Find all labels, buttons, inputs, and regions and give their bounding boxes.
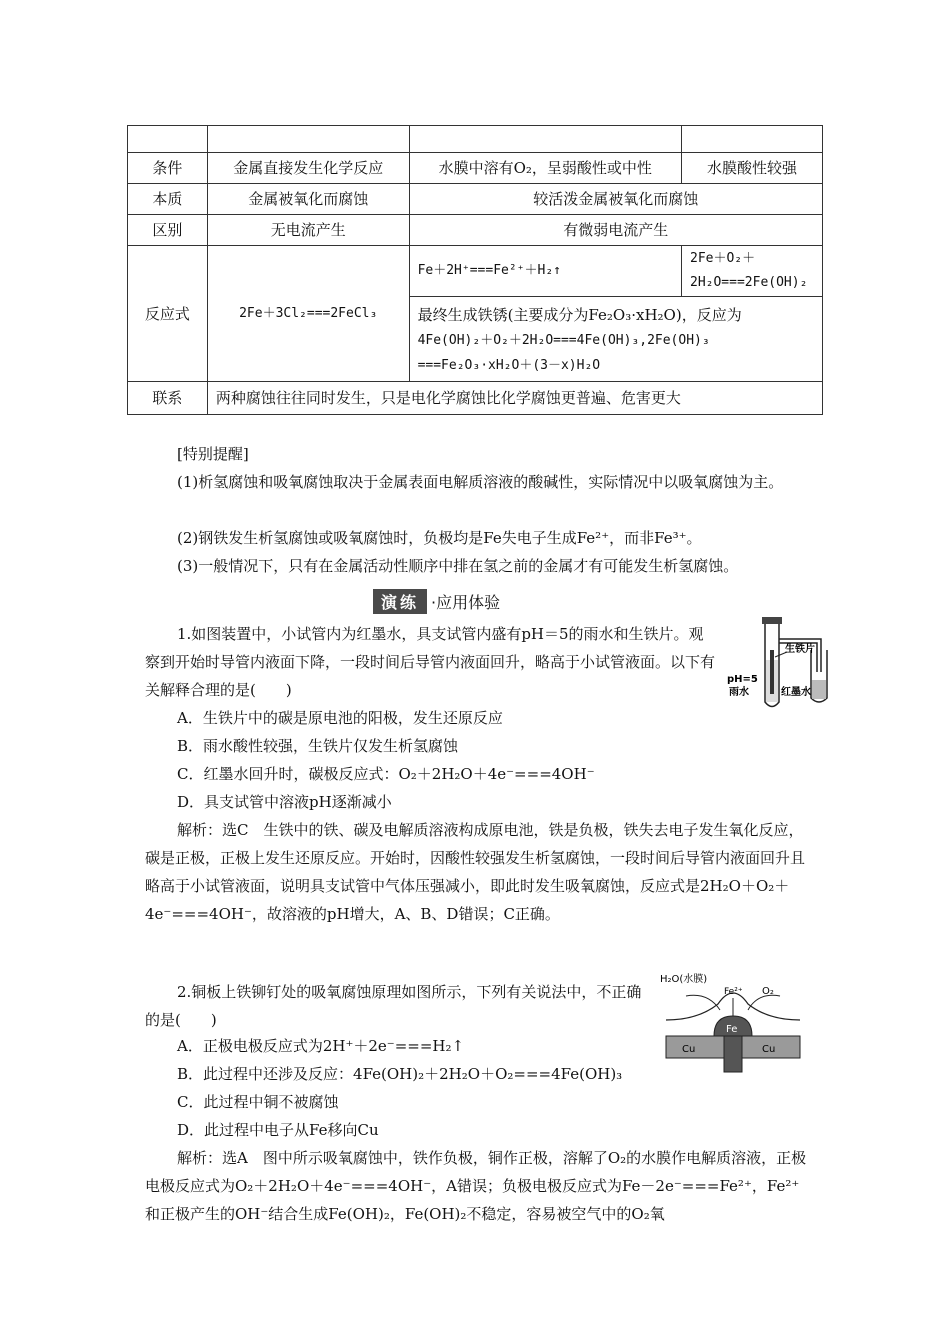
table-row	[128, 215, 823, 246]
table-header-cell	[682, 126, 823, 153]
cell: 无电流产生	[207, 215, 409, 246]
q2-stem: 2.铜板上铁铆钉处的吸氧腐蚀原理如图所示，下列有关说法中，不正确的是( )	[145, 983, 642, 1029]
table-row	[128, 153, 823, 184]
test-tube-apparatus-figure	[725, 612, 840, 712]
cell: 金属直接发生化学反应	[207, 153, 409, 184]
table-row	[128, 184, 823, 215]
note-item: (1)析氢腐蚀和吸氧腐蚀取决于金属表面电解质溶液的酸碱性，实际情况中以吸氧腐蚀为主。	[177, 473, 784, 491]
q1-stem: 1.如图装置中，小试管内为红墨水，具支试管内盛有pH＝5的雨水和生铁片。观察到开始时导管内液面下降，一段时间后导管内液面回升，略高于小试管液面。以下有关解释合理的是( )	[145, 625, 716, 699]
cell-chem-reaction: 2Fe＋3Cl₂===2FeCl₃	[207, 246, 409, 382]
q1-option-a: A．生铁片中的碳是原电池的阳极，发生还原反应	[177, 709, 503, 727]
q2-option-a: A．正极电极反应式为2H⁺＋2e⁻===H₂↑	[177, 1037, 465, 1055]
label-fe: Fe	[726, 1024, 738, 1035]
row-label-difference: 区别	[128, 215, 208, 246]
q2-option-c: C．此过程中铜不被腐蚀	[177, 1093, 339, 1111]
rust-line: 4Fe(OH)₂＋O₂＋2H₂O===4Fe(OH)₃,2Fe(OH)₃	[417, 332, 710, 348]
o-absorb-line: 2H₂O===2Fe(OH)₂	[690, 275, 808, 290]
rust-line: ===Fe₂O₃·xH₂O＋(3－x)H₂O	[417, 357, 601, 373]
rust-line: 最终生成铁锈(主要成分为Fe₂O₃·xH₂O)，反应为	[417, 305, 742, 324]
cell-link: 两种腐蚀往往同时发生，只是电化学腐蚀比化学腐蚀更普遍、危害更大	[207, 382, 822, 415]
row-label-condition: 条件	[128, 153, 208, 184]
label-water-film: H₂O(水膜)	[660, 974, 708, 985]
practice-banner	[373, 588, 500, 614]
o-absorb-line: 2Fe＋O₂＋	[690, 251, 756, 266]
row-label-essence: 本质	[128, 184, 208, 215]
table-header-cell	[128, 126, 208, 153]
q1-option-d: D．具支试管中溶液pH逐渐减小	[177, 793, 392, 811]
table-row	[128, 382, 823, 415]
cell: 金属被氧化而腐蚀	[207, 184, 409, 215]
q1-option-b: B．雨水酸性较强，生铁片仅发生析氢腐蚀	[177, 737, 459, 755]
row-label-reaction: 反应式	[128, 246, 208, 382]
q2-analysis: 解析：选A 图中所示吸氧腐蚀中，铁作负极，铜作正极，溶解了O₂的水膜作电解质溶液，正极电极反应式为O₂＋2H₂O＋4e⁻===4OH⁻，A错误；负极电极反应式为Fe－2e⁻===Fe²⁺，Fe²⁺和正极产生的OH⁻结合生成Fe(OH)₂，Fe(OH)₂不稳定，容易被空气中的O₂氧	[145, 1149, 807, 1223]
banner-text: ·应用体验	[431, 592, 501, 612]
q2-option-b: B．此过程中还涉及反应：4Fe(OH)₂＋2H₂O＋O₂===4Fe(OH)₃	[177, 1065, 623, 1083]
rivet-corrosion-figure	[658, 972, 808, 1082]
corrosion-comparison-table	[127, 125, 823, 415]
label-o2: O₂	[762, 986, 774, 997]
label-ph: pH=5	[727, 674, 758, 685]
note-item: (3)一般情况下，只有在金属活动性顺序中排在氢之前的金属才有可能发生析氢腐蚀。	[177, 557, 739, 575]
cell: 有微弱电流产生	[409, 215, 822, 246]
table-header-cell	[207, 126, 409, 153]
cell-h-evolution: Fe＋2H⁺===Fe²⁺＋H₂↑	[409, 246, 681, 297]
label-ink: 红墨水	[781, 687, 811, 698]
label-fe-ion: Fe²⁺	[724, 987, 743, 997]
q1-analysis: 解析：选C 生铁中的铁、碳及电解质溶液构成原电池，铁是负极，铁失去电子发生氧化反应，碳是正极，正极上发生还原反应。开始时，因酸性较强发生析氢腐蚀，一段时间后导管内液面回升且略高于小试管液面，说明具支试管中气体压强减小，即此时发生吸氧腐蚀，反应式是2H₂O＋O₂＋4e⁻===4OH⁻，故溶液的pH增大，A、B、D错误；C正确。	[145, 821, 806, 923]
label-cu-left: Cu	[682, 1044, 696, 1055]
cell: 较活泼金属被氧化而腐蚀	[409, 184, 822, 215]
q2-option-d: D．此过程中电子从Fe移向Cu	[177, 1121, 379, 1139]
notes-title: [特别提醒]	[177, 445, 249, 463]
label-cu-right: Cu	[762, 1044, 776, 1055]
cell: 水膜酸性较强	[682, 153, 823, 184]
label-iron: 生铁片	[785, 644, 815, 655]
row-label-link: 联系	[128, 382, 208, 415]
q1-option-c: C．红墨水回升时，碳极反应式：O₂＋2H₂O＋4e⁻===4OH⁻	[177, 765, 595, 783]
cell-o-absorption	[682, 246, 823, 297]
cell-rust	[409, 297, 822, 382]
label-rain: 雨水	[729, 687, 749, 698]
table-header-row	[128, 126, 823, 153]
note-item: (2)钢铁发生析氢腐蚀或吸氧腐蚀时，负极均是Fe失电子生成Fe²⁺，而非Fe³⁺。	[177, 529, 702, 547]
table-header-cell	[409, 126, 681, 153]
banner-box: 演练	[373, 589, 427, 614]
table-row	[128, 246, 823, 297]
cell: 水膜中溶有O₂，呈弱酸性或中性	[409, 153, 681, 184]
